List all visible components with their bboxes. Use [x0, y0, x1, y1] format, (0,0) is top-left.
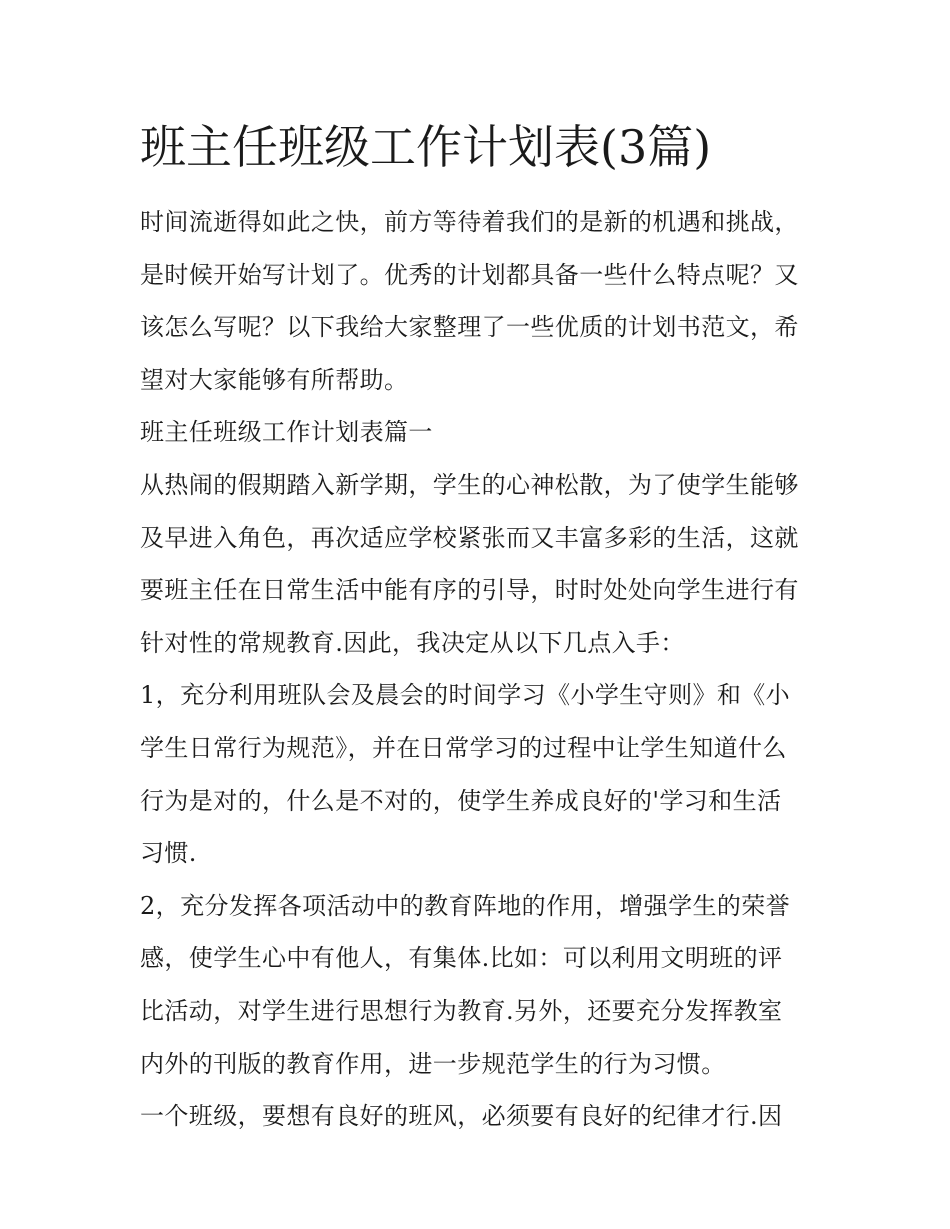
text-line: 习惯.	[140, 839, 197, 868]
text-line: 时间流逝得如此之快，前方等待着我们的是新的机遇和挑战，	[140, 208, 799, 236]
text-line: 比活动，对学生进行思想行为教育.另外，还要充分发挥教室	[140, 996, 783, 1025]
text-line: 从热闹的假期踏入新学期，学生的心神松散，为了使学生能够	[140, 470, 799, 499]
text-line: 针对性的常规教育.因此，我决定从以下几点入手：	[140, 628, 685, 657]
text-line: 感，使学生心中有他人，有集体.比如：可以利用文明班的评	[140, 944, 783, 973]
document-title: 班主任班级工作计划表(3篇)	[140, 120, 712, 174]
document-body	[140, 196, 816, 1143]
text-line: 该怎么写呢？以下我给大家整理了一些优质的计划书范文，希	[140, 313, 799, 342]
text-line: 一个班级，要想有良好的班风，必须要有良好的纪律才行.因	[140, 1102, 783, 1131]
text-line: 学生日常行为规范》，并在日常学习的过程中让学生知道什么	[140, 733, 787, 762]
text-line: 内外的刊版的教育作用，进一步规范学生的行为习惯。	[140, 1049, 726, 1078]
text-line: 1，充分利用班队会及晨会的时间学习《小学生守则》和《小	[140, 681, 791, 710]
section-heading: 班主任班级工作计划表篇一	[140, 418, 433, 447]
text-line: 及早进入角色，再次适应学校紧张而又丰富多彩的生活，这就	[140, 523, 799, 552]
text-line: 望对大家能够有所帮助。	[140, 365, 409, 394]
text-line: 行为是对的，什么是不对的，使学生养成良好的'学习和生活	[140, 786, 782, 815]
text-line: 是时候开始写计划了。优秀的计划都具备一些什么特点呢？又	[140, 260, 799, 289]
text-line: 2，充分发挥各项活动中的教育阵地的作用，增强学生的荣誉	[140, 891, 791, 920]
text-line: 要班主任在日常生活中能有序的引导，时时处处向学生进行有	[140, 576, 799, 605]
document-page	[140, 112, 816, 1143]
